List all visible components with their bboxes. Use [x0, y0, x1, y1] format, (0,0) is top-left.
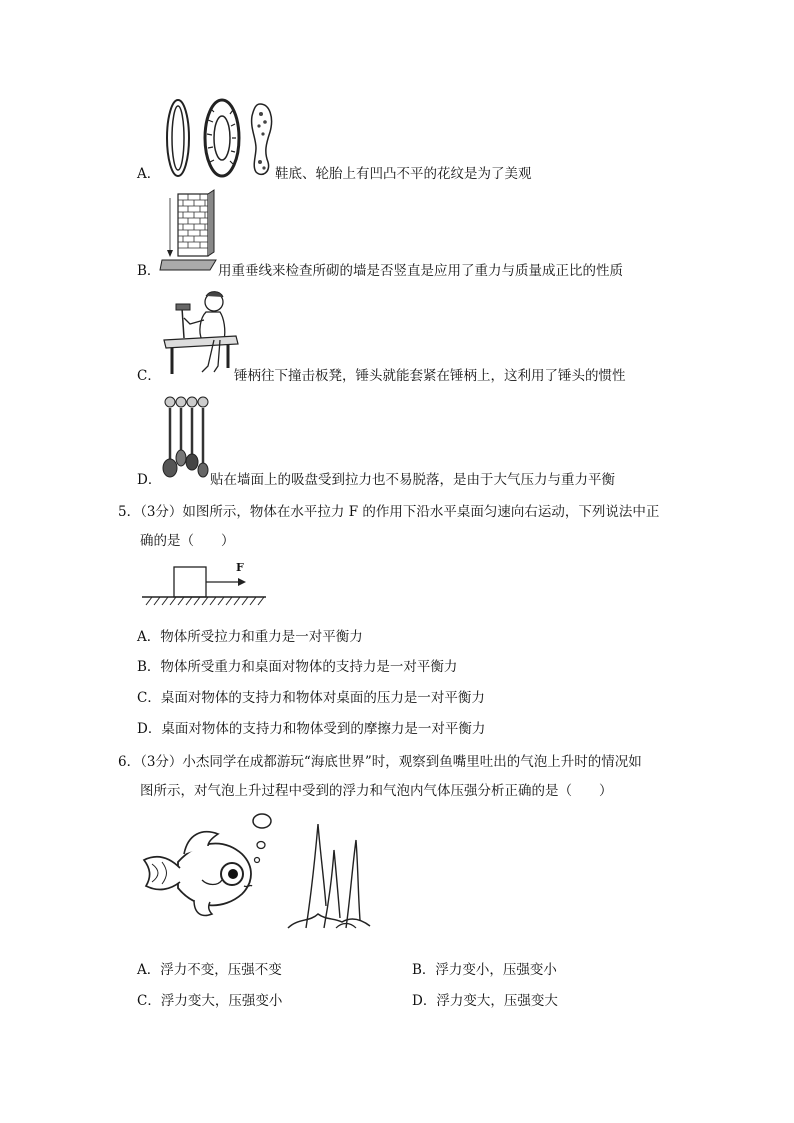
tire-shoe-image [160, 98, 278, 180]
q4-option-b-letter: B． [137, 263, 161, 279]
q6-stem-line2: 图所示，对气泡上升过程中受到的浮力和气泡内气体压强分析正确的是（ ） [140, 783, 613, 799]
q6-option-d: D．浮力变大，压强变大 [412, 993, 558, 1009]
brick-wall-image [160, 190, 218, 275]
q6-stem-line1: 6．（3分）小杰同学在成都游玩“海底世界”时，观察到鱼嘴里吐出的气泡上升时的情况如 [118, 754, 642, 770]
q5-option-a: A．物体所受拉力和重力是一对平衡力 [137, 629, 363, 645]
q5-option-c: C．桌面对物体的支持力和物体对桌面的压力是一对平衡力 [137, 690, 485, 706]
q5-stem-line1: 5．（3分）如图所示，物体在水平拉力 F 的作用下沿水平桌面匀速向右运动，下列说法中正 [118, 504, 660, 520]
fish-bubbles-figure [138, 810, 388, 940]
q5-option-b: B．物体所受重力和桌面对物体的支持力是一对平衡力 [137, 659, 458, 675]
q4-option-b-text: 用重垂线来检查所砌的墙是否竖直是应用了重力与质量成正比的性质 [218, 263, 623, 279]
q6-option-a: A．浮力不变，压强不变 [137, 962, 282, 978]
suction-cup-image [160, 392, 210, 480]
hammer-bench-image [162, 288, 240, 380]
q4-option-c-text: 锤柄往下撞击板凳，锤头就能套紧在锤柄上，这利用了锤头的惯性 [234, 368, 626, 384]
q4-option-a-letter: A． [137, 166, 161, 182]
q4-option-a-text: 鞋底、轮胎上有凹凸不平的花纹是为了美观 [275, 166, 532, 182]
block-force-figure [140, 562, 270, 606]
q6-option-b: B．浮力变小，压强变小 [412, 962, 557, 978]
q4-option-d-text: 贴在墙面上的吸盘受到拉力也不易脱落，是由于大气压力与重力平衡 [210, 472, 615, 488]
q4-option-d-letter: D． [137, 472, 162, 488]
q6-option-c: C．浮力变大，压强变小 [137, 993, 283, 1009]
q4-option-c-letter: C． [137, 368, 161, 384]
q5-option-d: D．桌面对物体的支持力和物体受到的摩擦力是一对平衡力 [137, 721, 486, 737]
q5-stem-line2: 确的是（ ） [140, 533, 235, 549]
force-label-f: F [236, 561, 244, 574]
